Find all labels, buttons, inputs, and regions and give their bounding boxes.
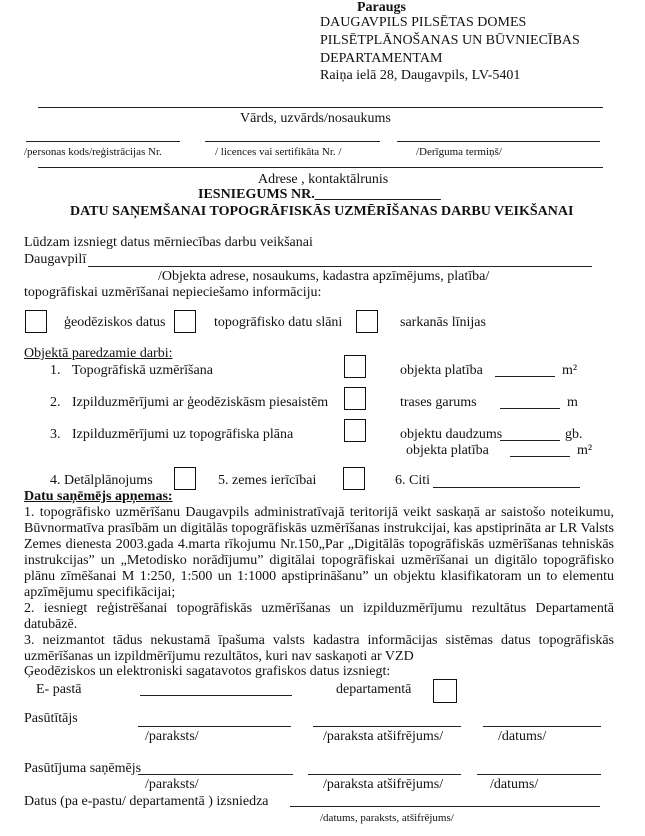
- address-label: Adrese , kontaktālrunis: [258, 172, 389, 187]
- work-2-label: Izpilduzmērījumi ar ģeodēziskāsm piesaistēm: [72, 395, 329, 410]
- topographic-layer-checkbox[interactable]: [174, 310, 196, 333]
- customer-signature-hint: /paraksts/: [145, 729, 199, 744]
- geodetic-data-label: ģeodēziskos datus: [64, 315, 166, 330]
- obligation-2: 2. iesniegt reģistrēšanai topogrāfiskās uzmērīšanas un izpilduzmērījumu rezultātus Departamentā datubāzē.: [24, 601, 614, 632]
- receiver-signature-field[interactable]: [138, 774, 293, 775]
- red-lines-checkbox[interactable]: [356, 310, 378, 333]
- object-address-field[interactable]: [88, 266, 592, 267]
- customer-label: Pasūtītājs: [24, 711, 78, 726]
- obligations-text: [24, 505, 614, 665]
- recipient-line-1: DAUGAVPILS PILSĒTAS DOMES: [320, 15, 527, 30]
- work-1-unit: m²: [562, 363, 578, 378]
- license-field[interactable]: [205, 141, 380, 142]
- validity-field[interactable]: [397, 141, 600, 142]
- obligation-3: 3. neizmantot tādus nekustamā īpašuma valsts kadastra informācijas sistēmas datus topogrāfiskās uzmērīšanas un izpildmērījumu rezultātos, kuri nav saskaņoti ar VZD: [24, 633, 614, 664]
- work-2-unit: m: [567, 395, 578, 410]
- topographic-layer-label: topogrāfisko datu slāni: [214, 315, 343, 330]
- issued-label: Datus (pa e-pastu/ departamentā ) izsniedza: [24, 794, 269, 809]
- personal-code-field[interactable]: [26, 141, 180, 142]
- obligation-1: 1. topogrāfisko uzmērīšanu Daugavpils administratīvajā teritorijā veikt saskaņā ar saistošo noteikumu, Būvnormatīva prasībām un digitālās topogrāfiskās uzmērīšanas instrukcijai, kas apstiprināta ar LR Valsts Zemes dienesta 2003.gada 4.marta rīkojumu Nr.150„Par „Digitālās topogrāfiskās uzmērīšanas tehniskās instrukcijas” un „Metodisko norādījumu” digitālai topogrāfiskai uzmērīšanai un digitālo topogrāfisko plānu zīmēšanai M 1:250, 1:500 un 1:1000 apstiprināšanu” un objektu klasifikatoram un to elementu apzīmējumu specifikācijai;: [24, 505, 614, 600]
- work-2-num: 2.: [50, 395, 61, 410]
- work-5-checkbox[interactable]: [343, 467, 365, 490]
- sample-label: Paraugs: [357, 0, 406, 15]
- email-label: E- pastā: [36, 682, 82, 697]
- customer-signature-field[interactable]: [138, 726, 291, 727]
- red-lines-label: sarkanās līnijas: [400, 315, 486, 330]
- work-3-field-label: objektu daudzums: [400, 427, 503, 442]
- request-intro: Lūdzam izsniegt datus mērniecības darbu veikšanai: [24, 235, 313, 250]
- department-label: departamentā: [336, 682, 412, 697]
- work-3-label: Izpilduzmērījumi uz topogrāfiska plāna: [72, 427, 294, 442]
- recipient-line-2: PILSĒTPLĀNOŠANAS UN BŪVNIECĪBAS: [320, 33, 580, 48]
- work-5-label: 5. zemes ierīcībai: [218, 473, 317, 488]
- receiver-date-field[interactable]: [477, 774, 601, 775]
- work-1-num: 1.: [50, 363, 61, 378]
- recipient-line-3: DEPARTAMENTAM: [320, 51, 443, 66]
- application-number: IESNIEGUMS NR.__________________: [198, 187, 441, 202]
- object-hint: /Objekta adrese, nosaukums, kadastra apzīmējums, platība/: [158, 269, 490, 284]
- receiver-name-field[interactable]: [308, 774, 461, 775]
- receiver-date-hint: /datums/: [490, 777, 539, 792]
- work-1-area-field[interactable]: [495, 376, 555, 377]
- info-line: topogrāfiskai uzmērīšanai nepieciešamo informāciju:: [24, 285, 322, 300]
- work-1-checkbox[interactable]: [344, 355, 366, 378]
- geodetic-data-checkbox[interactable]: [25, 310, 47, 333]
- work-3-count-field[interactable]: [500, 440, 560, 441]
- work-2-checkbox[interactable]: [344, 387, 366, 410]
- email-field[interactable]: [140, 695, 292, 696]
- receiver-signature-hint: /paraksts/: [145, 777, 199, 792]
- work-2-field-label: trases garums: [400, 395, 477, 410]
- works-heading: Objektā paredzamie darbi:: [24, 346, 173, 361]
- recipient-address: Raiņa ielā 28, Daugavpils, LV-5401: [320, 68, 521, 83]
- form-title: DATU SAŅEMŠANAI TOPOGRĀFISKĀS UZMĒRĪŠANAS DARBU VEIKŠANAI: [70, 204, 574, 219]
- name-field[interactable]: [38, 107, 603, 108]
- work-6-label: 6. Citi: [395, 473, 431, 488]
- work-3-area-field[interactable]: [510, 456, 570, 457]
- receiver-label: Pasūtījuma saņēmējs: [24, 761, 142, 776]
- department-checkbox[interactable]: [433, 679, 457, 703]
- customer-date-field[interactable]: [483, 726, 601, 727]
- work-3-field2-label: objekta platība: [406, 443, 489, 458]
- customer-name-hint: /paraksta atšifrējums/: [323, 729, 444, 744]
- license-label: / licences vai sertifikāta Nr. /: [215, 146, 342, 158]
- personal-code-label: /personas kods/reģistrācijas Nr.: [24, 146, 162, 158]
- work-1-field-label: objekta platība: [400, 363, 483, 378]
- customer-date-hint: /datums/: [498, 729, 547, 744]
- issued-field[interactable]: [290, 806, 600, 807]
- work-4-label: 4. Detālplānojums: [50, 473, 153, 488]
- issued-hint: /datums, paraksts, atšifrējums/: [320, 812, 454, 824]
- work-6-field[interactable]: [433, 487, 580, 488]
- city-prefix: Daugavpilī: [24, 252, 87, 267]
- name-label: Vārds, uzvārds/nosaukums: [240, 111, 391, 126]
- obligations-heading: Datu saņēmējs apņemas:: [24, 489, 173, 504]
- work-1-label: Topogrāfiskā uzmērīšana: [72, 363, 213, 378]
- delivery-intro: Ģeodēziskos un elektroniski sagatavotos grafiskos datus izsniegt:: [24, 664, 391, 679]
- work-4-checkbox[interactable]: [174, 467, 196, 490]
- work-3-checkbox[interactable]: [344, 419, 366, 442]
- receiver-name-hint: /paraksta atšifrējums/: [323, 777, 444, 792]
- work-3-num: 3.: [50, 427, 61, 442]
- work-2-length-field[interactable]: [500, 408, 560, 409]
- address-field[interactable]: [38, 167, 603, 168]
- work-3-unit: gb.: [565, 427, 583, 442]
- validity-label: /Derīguma termiņš/: [416, 146, 502, 158]
- customer-name-field[interactable]: [313, 726, 461, 727]
- work-3-unit2: m²: [577, 443, 593, 458]
